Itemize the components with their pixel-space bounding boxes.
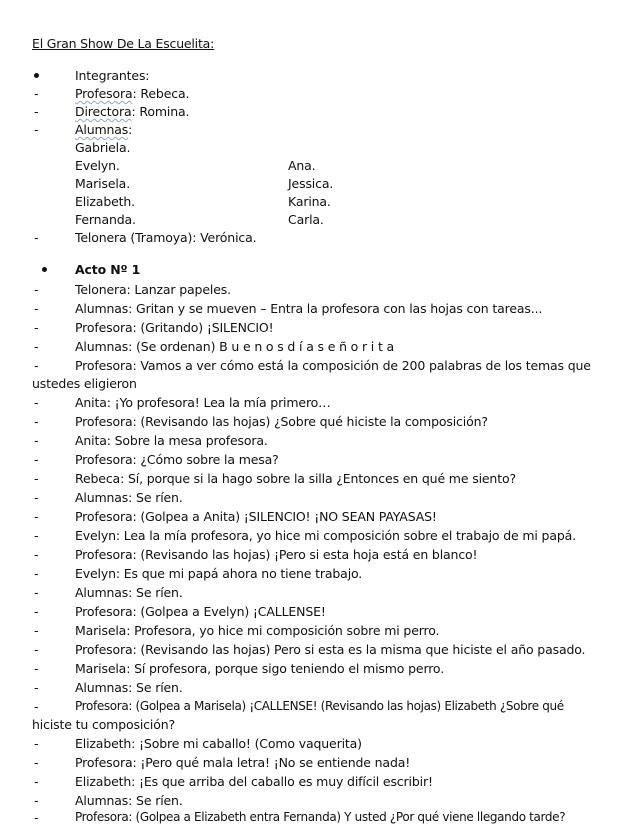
acto-heading: Acto Nº 1	[75, 262, 141, 277]
dialogue-text: Marisela: Profesora, yo hice mi composición sobre mi perro.	[75, 623, 440, 638]
dialogue-text: Anita: Sobre la mesa profesora.	[75, 433, 268, 448]
alumnas-entry	[75, 122, 132, 137]
dialogue-text: Profesora: (Golpea a Marisela) ¡CALLENSE! (Revisando las hojas) Elizabeth ¿Sobre qué	[75, 699, 564, 713]
dash-marker: -	[34, 774, 39, 789]
dash-marker: -	[34, 585, 39, 600]
dialogue-text: ustedes eligieron	[32, 376, 137, 391]
dialogue-text: Profesora: ¡Pero qué mala letra! ¡No se entiende nada!	[75, 755, 411, 770]
profesora-label: Profesora	[75, 86, 133, 101]
student-name: Ana.	[288, 158, 316, 173]
dash-marker: -	[34, 604, 39, 619]
profesora-value: : Rebeca.	[132, 86, 190, 101]
dash-marker: -	[34, 490, 39, 505]
dialogue-text: Profesora: ¿Cómo sobre la mesa?	[75, 452, 279, 467]
dash-marker: -	[34, 414, 39, 429]
dialogue-text: hiciste tu composición?	[32, 717, 175, 732]
dialogue-text: Alumnas: Se ríen.	[75, 680, 183, 695]
bullet-dot	[40, 262, 70, 277]
dash-marker: -	[34, 699, 39, 714]
student-name: Carla.	[288, 212, 324, 227]
student-name: Elizabeth.	[75, 194, 135, 209]
dash-marker: -	[34, 680, 39, 695]
dash-marker: -	[34, 736, 39, 751]
dash-marker: -	[34, 395, 39, 410]
dash-marker: -	[34, 339, 39, 354]
dash-marker: -	[34, 509, 39, 524]
profesora-entry	[75, 86, 189, 101]
dialogue-text: Telonera: Lanzar papeles.	[75, 282, 231, 297]
dialogue-text: Alumnas: Se ríen.	[75, 490, 183, 505]
dash-marker: -	[34, 661, 39, 676]
bullet-dot	[32, 68, 62, 83]
dialogue-text: Evelyn: Lea la mía profesora, yo hice mi composición sobre el trabajo de mi papá.	[75, 528, 576, 543]
dash-marker: -	[34, 755, 39, 770]
student-name: Evelyn.	[75, 158, 120, 173]
dash-marker: -	[34, 230, 39, 245]
student-name: Marisela.	[75, 176, 131, 191]
dash-marker: -	[34, 793, 39, 808]
dialogue-text: Profesora: (Revisando las hojas) ¿Sobre qué hiciste la composición?	[75, 414, 488, 429]
dialogue-text: Alumnas: Se ríen.	[75, 793, 183, 808]
document-title: El Gran Show De La Escuelita:	[32, 36, 215, 51]
alumnas-colon: :	[128, 122, 133, 137]
alumnas-label: Alumnas	[75, 122, 129, 137]
dash-marker: -	[34, 471, 39, 486]
student-name: Jessica.	[288, 176, 334, 191]
dialogue-text: Evelyn: Es que mi papá ahora no tiene trabajo.	[75, 566, 363, 581]
dialogue-text: Profesora: (Golpea a Elizabeth entra Fernanda) Y usted ¿Por qué viene llegando tarde?	[75, 810, 566, 824]
telonera-entry: Telonera (Tramoya): Verónica.	[75, 230, 257, 245]
dash-marker: -	[34, 433, 39, 448]
integrantes-label: Integrantes:	[75, 68, 150, 83]
dialogue-text: Elizabeth: ¡Sobre mi caballo! (Como vaquerita)	[75, 736, 362, 751]
dash-marker: -	[34, 282, 39, 297]
directora-entry	[75, 104, 189, 119]
dash-marker: -	[34, 452, 39, 467]
directora-value: : Romina.	[131, 104, 190, 119]
dialogue-text: Rebeca: Sí, porque si la hago sobre la silla ¿Entonces en qué me siento?	[75, 471, 516, 486]
dash-marker: -	[34, 86, 39, 101]
dash-marker: -	[34, 122, 39, 137]
dialogue-text: Profesora: (Gritando) ¡SILENCIO!	[75, 320, 274, 335]
student-name: Fernanda.	[75, 212, 136, 227]
dash-marker: -	[34, 642, 39, 657]
dash-marker: -	[34, 358, 39, 373]
dash-marker: -	[34, 547, 39, 562]
dialogue-text: Alumnas: (Se ordenan) B u e n o s d í a s e ñ o r i t a	[75, 339, 395, 354]
dialogue-text: Profesora: (Golpea a Anita) ¡SILENCIO! ¡NO SEAN PAYASAS!	[75, 509, 437, 524]
dialogue-text: Anita: ¡Yo profesora! Lea la mía primero…	[75, 395, 331, 410]
dash-marker: -	[34, 623, 39, 638]
student-name: Karina.	[288, 194, 331, 209]
dash-marker: -	[34, 528, 39, 543]
dialogue-text: Profesora: (Revisando las hojas) ¡Pero si esta hoja está en blanco!	[75, 547, 478, 562]
dash-marker: -	[34, 810, 39, 825]
dash-marker: -	[34, 104, 39, 119]
dash-marker: -	[34, 566, 39, 581]
dash-marker: -	[34, 320, 39, 335]
dialogue-text: Marisela: Sí profesora, porque sigo teniendo el mismo perro.	[75, 661, 445, 676]
dash-marker: -	[34, 301, 39, 316]
dialogue-text: Profesora: (Revisando las hojas) Pero si esta es la misma que hiciste el año pasado.	[75, 642, 586, 657]
dialogue-text: Alumnas: Gritan y se mueven – Entra la profesora con las hojas con tareas...	[75, 301, 543, 316]
dialogue-text: Alumnas: Se ríen.	[75, 585, 183, 600]
directora-label: Directora	[75, 104, 132, 119]
student-name: Gabriela.	[75, 140, 131, 155]
dialogue-text: Profesora: Vamos a ver cómo está la composición de 200 palabras de los temas que	[75, 358, 591, 373]
dialogue-text: Elizabeth: ¡Es que arriba del caballo es muy difícil escribir!	[75, 774, 433, 789]
dialogue-text: Profesora: (Golpea a Evelyn) ¡CALLENSE!	[75, 604, 326, 619]
